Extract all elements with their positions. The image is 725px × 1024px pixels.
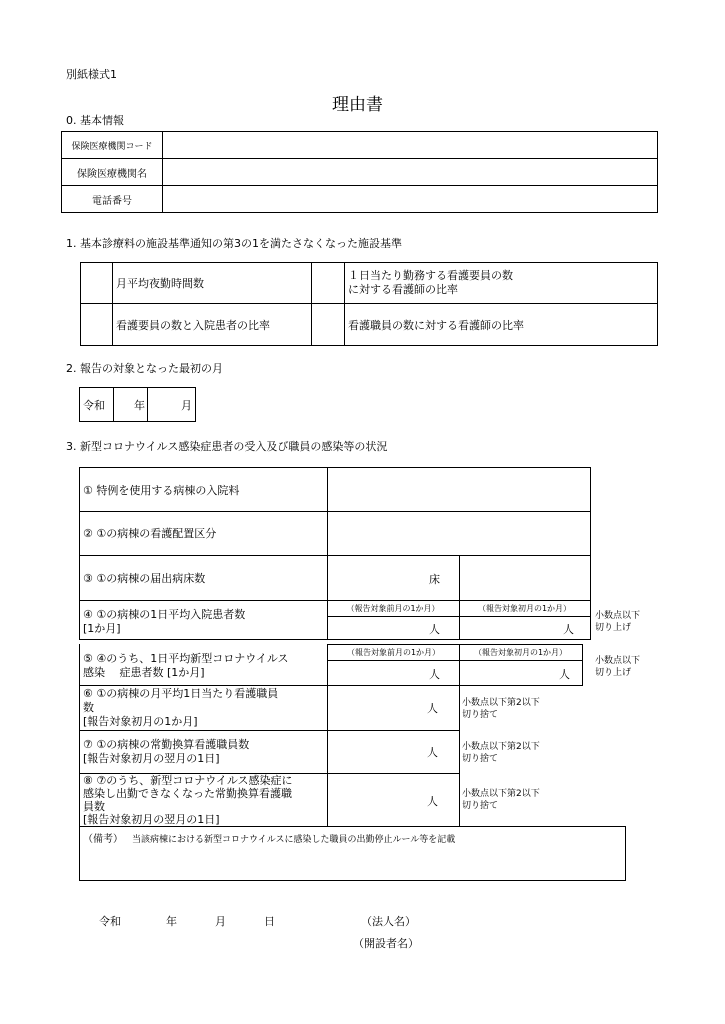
basic-info-table [61, 131, 658, 213]
institution-code-field[interactable] [163, 132, 657, 159]
remarks-text: 当該病棟における新型コロナウイルスに感染した職員の出勤停止ルール等を記載 [132, 835, 456, 845]
row5-line1: ⑤ ④のうち、1日平均新型コロナウイルス [83, 652, 289, 665]
row4-first-unit: 人 [563, 623, 574, 636]
note-line1: 小数点以下第2以下 [462, 742, 540, 752]
row4-prev-field[interactable] [327, 616, 460, 640]
phone-field[interactable] [163, 186, 657, 212]
row3-blank [459, 555, 591, 601]
label-staff-patient-ratio: 看護要員の数と入院患者の比率 [113, 304, 312, 345]
year-field[interactable] [114, 388, 148, 421]
month-field[interactable] [148, 388, 195, 421]
row6-line2: 数 [83, 701, 94, 714]
label-institution-code: 保険医療機関コード [62, 132, 163, 159]
row2-field[interactable] [327, 511, 591, 556]
note-line2: 切り上げ [595, 668, 632, 678]
row7-line1: ⑦ ①の病棟の常勤換算看護職員数 [83, 738, 250, 751]
label-phone: 電話番号 [62, 186, 163, 212]
row3-label: ③ ①の病棟の届出病床数 [79, 555, 328, 601]
row8-note [462, 788, 540, 812]
row3-unit: 床 [429, 573, 440, 586]
row7-note [462, 741, 540, 765]
row5-col-first: （報告対象初月の1か月） [459, 644, 583, 661]
row8-line3: 員数 [83, 800, 105, 813]
first-month-box [79, 387, 196, 422]
label-institution-name: 保険医療機関名 [62, 159, 163, 186]
row8-unit: 人 [427, 795, 438, 808]
note-line2: 切り捨て [462, 801, 499, 811]
row4-line1: ④ ①の病棟の1日平均入院患者数 [83, 608, 246, 621]
footer-year: 年 [166, 915, 177, 928]
row7-line2: [報告対象初月の翌月の1日] [83, 752, 220, 765]
row8-line4: [報告対象初月の翌月の1日] [83, 813, 220, 826]
row5-col-prev: （報告対象前月の1か月） [327, 644, 460, 661]
row4-note [595, 610, 640, 634]
row6-line1: ⑥ ①の病棟の月平均1日当たり看護職員 [83, 687, 279, 700]
remarks-box[interactable] [79, 826, 626, 881]
note-line2: 切り上げ [595, 623, 632, 633]
section0-heading: 0. 基本情報 [66, 114, 124, 127]
criteria-table [80, 262, 658, 346]
row7-field[interactable] [327, 730, 460, 774]
row1-label: ① 特例を使用する病棟の入院料 [79, 467, 328, 512]
remarks-label: （備考） [83, 834, 123, 845]
row6-unit: 人 [427, 702, 438, 715]
era-label: 令和 [80, 388, 114, 421]
note-line1: 小数点以下第2以下 [462, 698, 540, 708]
row5-prev-field[interactable] [327, 660, 460, 686]
label-nurse-ratio-daily [345, 263, 657, 304]
section1-heading: 1. 基本診療料の施設基準通知の第3の1を満たさなくなった施設基準 [66, 237, 402, 250]
founder-name-label: （開設者名） [353, 937, 419, 950]
row4-prev-unit: 人 [429, 623, 440, 636]
row4-col-first: （報告対象初月の1か月） [459, 600, 591, 617]
row8-line2: 感染し出勤できなくなった常勤換算看護職 [83, 787, 292, 800]
row5-note [595, 655, 640, 679]
row1-field[interactable] [327, 467, 591, 512]
row4-label [79, 600, 328, 640]
footer-era: 令和 [99, 915, 121, 928]
row5-first-unit: 人 [559, 668, 570, 681]
row5-line2: 感染 症患者数 [1か月] [83, 666, 205, 679]
row7-label [79, 730, 328, 774]
footer-month: 月 [215, 915, 226, 928]
row4-line2: [1か月] [83, 622, 121, 635]
section2-heading: 2. 報告の対象となった最初の月 [66, 362, 223, 375]
corp-name-label: （法人名） [361, 915, 416, 928]
row6-field[interactable] [327, 686, 460, 731]
note-line2: 切り捨て [462, 754, 499, 764]
section3-heading: 3. 新型コロナウイルス感染症患者の受入及び職員の感染等の状況 [66, 440, 388, 453]
checkbox-nurse-ratio[interactable] [312, 304, 345, 345]
row5-first-field[interactable] [459, 660, 583, 686]
month-unit: 月 [181, 398, 192, 412]
row3-field[interactable] [327, 555, 460, 601]
row5-prev-unit: 人 [429, 668, 440, 681]
label-line2: に対する看護師の比率 [348, 283, 458, 296]
page-title: 理由書 [332, 95, 383, 115]
row8-label [79, 773, 328, 827]
footer-day: 日 [264, 915, 275, 928]
institution-name-field[interactable] [163, 159, 657, 186]
row6-label [79, 686, 328, 731]
row4-first-field[interactable] [459, 616, 591, 640]
label-nurse-ratio: 看護職員の数に対する看護師の比率 [348, 318, 524, 332]
note-line1: 小数点以下 [595, 656, 641, 666]
row8-line1: ⑧ ⑦のうち、新型コロナウイルス感染症に [83, 774, 293, 787]
checkbox-staff-patient-ratio[interactable] [81, 304, 113, 345]
form-id: 別紙様式1 [66, 68, 117, 81]
row2-label: ② ①の病棟の看護配置区分 [79, 511, 328, 556]
year-unit: 年 [134, 398, 145, 412]
row5-label [79, 644, 328, 686]
label-line1: １日当たり勤務する看護要員の数 [348, 269, 513, 282]
row8-field[interactable] [327, 773, 460, 827]
label-night-hours: 月平均夜勤時間数 [113, 263, 312, 304]
note-line2: 切り捨て [462, 710, 499, 720]
checkbox-nurse-ratio-daily[interactable] [312, 263, 345, 304]
checkbox-night-hours[interactable] [81, 263, 113, 304]
note-line1: 小数点以下第2以下 [462, 789, 540, 799]
row6-line3: [報告対象初月の1か月] [83, 715, 198, 728]
row6-note [462, 697, 540, 721]
note-line1: 小数点以下 [595, 611, 641, 621]
row7-unit: 人 [427, 746, 438, 759]
row4-col-prev: （報告対象前月の1か月） [327, 600, 460, 617]
